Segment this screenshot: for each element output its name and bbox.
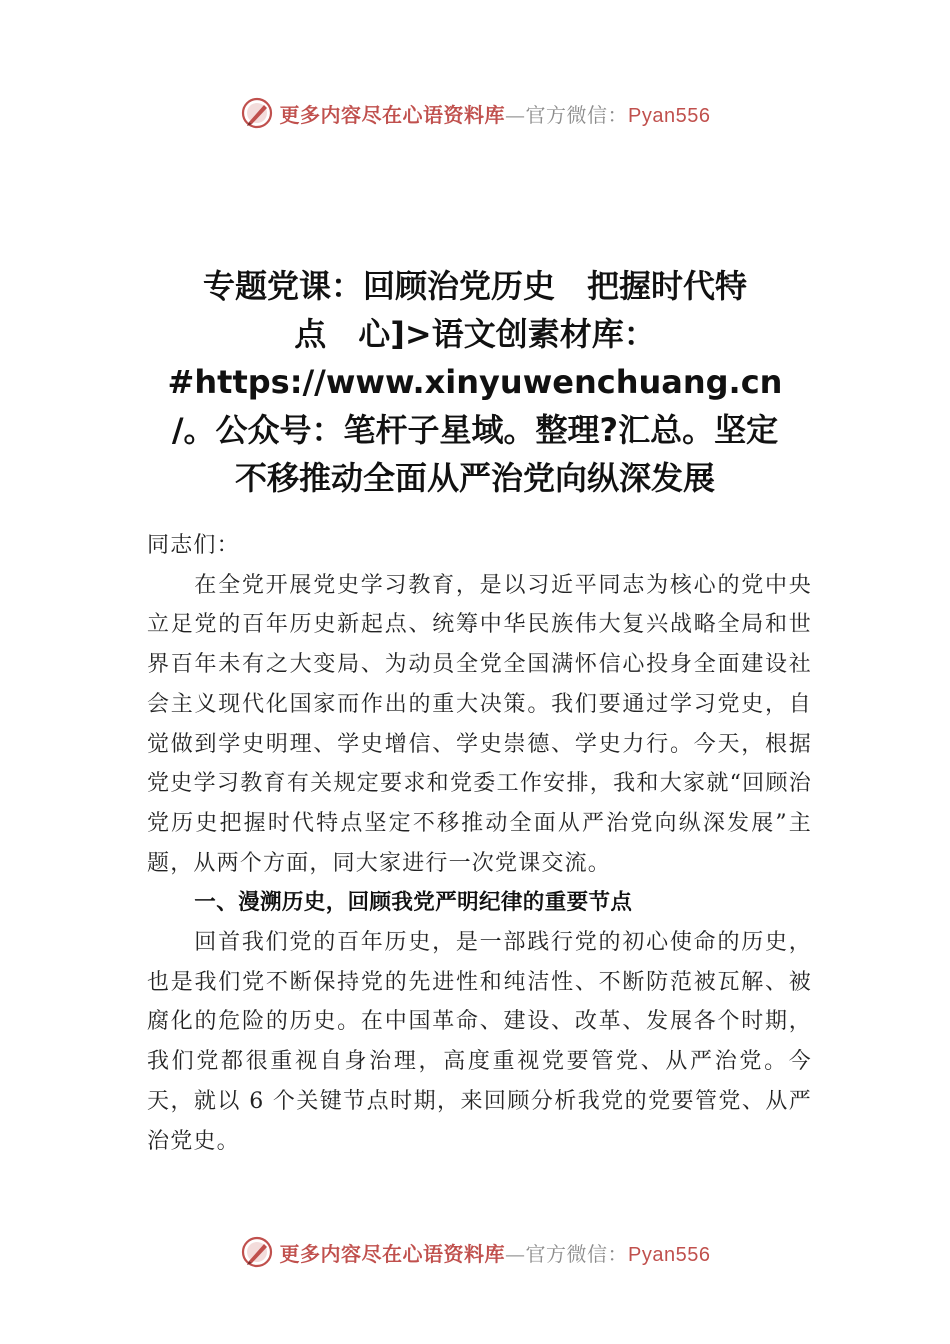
paragraph: 回首我们党的百年历史，是一部践行党的初心使命的历史，也是我们党不断保持党的先进性和纯洁性、不断防范被瓦解、被腐化的危险的历史。在中国革命、建设、改革、发展各个时期，我们党都很重视自身治理，高度重视党要管党、从严治党。今天，就以 6 个关键节点时期，来回顾分析我党的党要管党、从严治党史。 bbox=[147, 930, 812, 1154]
salutation: 同志们： bbox=[147, 533, 240, 558]
watermark-text: 更多内容尽在心语资料库—官方微信：Pyan556 bbox=[279, 102, 711, 127]
watermark-text: 更多内容尽在心语资料库—官方微信：Pyan556 bbox=[279, 1241, 711, 1266]
pen-seal-icon bbox=[240, 1235, 274, 1269]
header-watermark bbox=[0, 93, 950, 133]
title-line: /。公众号：笔杆子星域。整理?汇总。坚定 bbox=[171, 411, 779, 449]
title-line: 不移推动全面从严治党向纵深发展 bbox=[234, 459, 715, 497]
title-line: #https://www.xinyuwenchuang.cn bbox=[167, 363, 783, 401]
section-heading: 一、漫溯历史，回顾我党严明纪律的重要节点 bbox=[194, 890, 633, 916]
paragraph: 在全党开展党史学习教育，是以习近平同志为核心的党中央立足党的百年历史新起点、统筹中华民族伟大复兴战略全局和世界百年未有之大变局、为动员全党全国满怀信心投身全面建设社会主义现代化国家而作出的重大决策。我们要通过学习党史，自觉做到学史明理、学史增信、学史崇德、学史力行。今天，根据党史学习教育有关规定要求和党委工作安排，我和大家就“回顾治党历史把握时代特点坚定不移推动全面从严治党向纵深发展”主题，从两个方面，同大家进行一次党课交流。 bbox=[147, 572, 812, 876]
title-line: 点 心]>语文创素材库： bbox=[294, 315, 656, 353]
document-title bbox=[130, 262, 820, 502]
pen-seal-icon bbox=[240, 96, 274, 130]
document-body bbox=[147, 526, 812, 1161]
title-line: 专题党课：回顾治党历史 把握时代特 bbox=[202, 267, 747, 305]
footer-watermark bbox=[0, 1232, 950, 1272]
